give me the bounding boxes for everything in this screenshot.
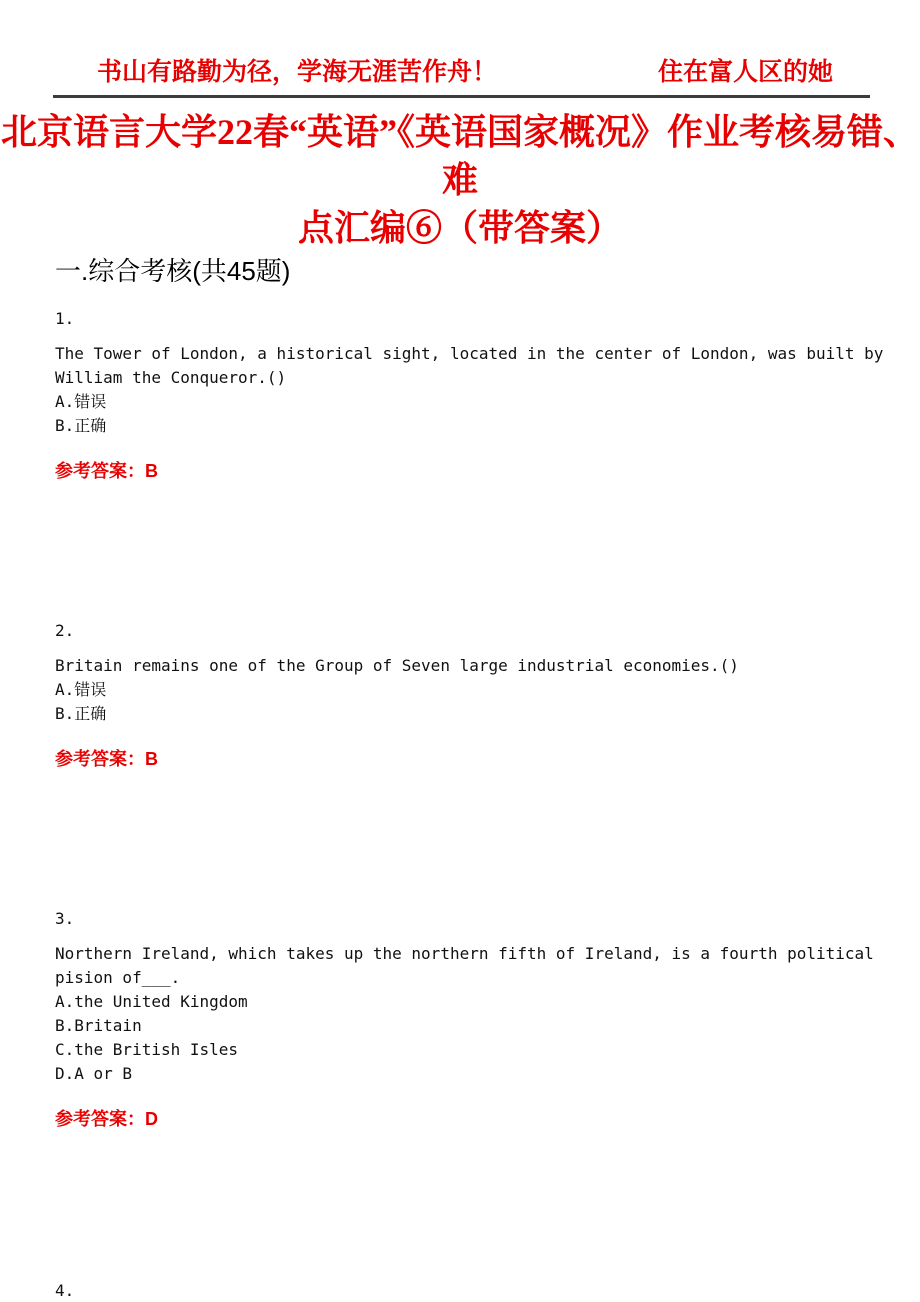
answer-value: B (145, 461, 158, 481)
question-text (55, 342, 920, 390)
question-list (0, 308, 920, 1132)
question-option: D.A or B (55, 1064, 133, 1083)
question-text-line: Northern Ireland, which takes up the northern fifth of Ireland, is a fourth political (55, 944, 874, 963)
answer-line (55, 458, 920, 484)
question-block (55, 620, 920, 772)
question-text-line: Britain remains one of the Group of Seven large industrial economies.() (55, 656, 739, 675)
question-option: A.错误 (55, 392, 107, 411)
next-question-number: 4. (55, 1281, 75, 1300)
answer-label: 参考答案： (55, 749, 145, 769)
answer-value: D (145, 1109, 158, 1129)
question-text-line: William the Conqueror.() (55, 368, 287, 387)
question-text (55, 942, 920, 990)
answer-line (55, 746, 920, 772)
page-header (0, 0, 920, 88)
question-option: A.错误 (55, 680, 107, 699)
question-number: 1. (55, 309, 75, 328)
question-text-line: The Tower of London, a historical sight, located in the center of London, was built by (55, 344, 884, 363)
question-options (55, 990, 920, 1086)
answer-label: 参考答案： (55, 461, 145, 481)
question-block (55, 308, 920, 484)
question-block (55, 908, 920, 1132)
question-option: B.Britain (55, 1016, 142, 1035)
question-text (55, 654, 920, 678)
page-title-line-1: 北京语言大学22春“英语”《英语国家概况》作业考核易错、难 (0, 112, 919, 200)
question-options (55, 390, 920, 438)
header-left-text: 书山有路勤为径，学海无涯苦作舟！ (97, 59, 498, 86)
question-number: 2. (55, 621, 75, 640)
header-right-text: 住在富人区的她 (657, 59, 833, 86)
question-number: 3. (55, 909, 75, 928)
page-title-line-2: 点汇编⑥（带答案） (297, 208, 622, 248)
question-option: A.the United Kingdom (55, 992, 248, 1011)
page-title (0, 108, 920, 252)
question-option: C.the British Isles (55, 1040, 239, 1059)
answer-label: 参考答案： (55, 1109, 145, 1129)
question-option: B.正确 (55, 416, 107, 435)
question-text-line: pision of___. (55, 968, 181, 987)
question-options (55, 678, 920, 726)
question-option: B.正确 (55, 704, 107, 723)
header-divider (53, 95, 870, 98)
answer-line (55, 1106, 920, 1132)
answer-value: B (145, 749, 158, 769)
section-heading: 一.综合考核(共45题) (55, 256, 291, 286)
